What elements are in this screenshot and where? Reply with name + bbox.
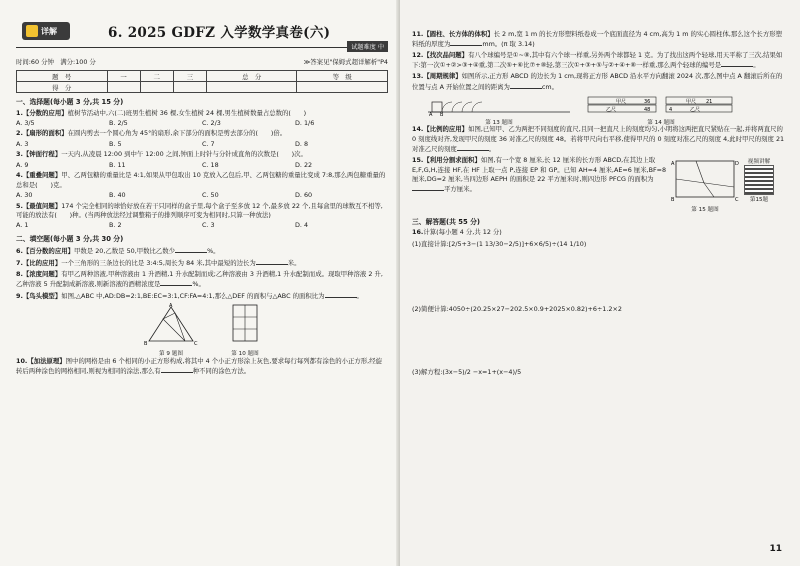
option[interactable]: D. 8 xyxy=(295,139,309,148)
ruler-mark: 4 xyxy=(669,106,673,113)
option[interactable]: C. 3 xyxy=(202,221,215,230)
question-text: 有甲乙两种溶液,甲种溶液由 1 升酒精,1 升水配制而成;乙种溶液由 3 升酒精,1 升水配制而成。现取甲种溶液 2 升,乙种溶液 5 升配制成新溶液,则新溶液的酒精浓度是 xyxy=(16,269,383,289)
question-4 xyxy=(16,171,388,190)
work-space[interactable] xyxy=(412,249,786,303)
badge-icon xyxy=(26,25,38,37)
question-number: 1. xyxy=(16,108,23,117)
question-tail: 平方厘米。 xyxy=(444,185,476,194)
difficulty-label: 试题难度 xyxy=(351,44,376,51)
answer-blank[interactable] xyxy=(160,279,192,286)
work-space[interactable] xyxy=(412,314,786,366)
answer-reference: ≫答案见"保姆式超详解析"P4 xyxy=(303,58,388,66)
question-number: 9. xyxy=(16,291,23,300)
question-8 xyxy=(16,270,388,290)
question-number: 13. xyxy=(412,72,424,81)
ruler-mark: 21 xyxy=(706,98,713,105)
question-9 xyxy=(16,291,388,301)
ruler-mark: 48 xyxy=(644,106,651,113)
page-number: 11 xyxy=(769,544,782,554)
question-tail: 。 xyxy=(356,291,363,300)
question-text: 甲、乙两包糖的重量比是 4:1,如果从甲包取出 10 克放入乙包后,甲、乙两包糖的重量比变成 7:8,那么两包糖重量的总和是( )克。 xyxy=(16,171,386,189)
table-cell: 一 xyxy=(107,71,140,82)
triangle-figure xyxy=(141,303,201,347)
difficulty-level: 中 xyxy=(377,44,384,51)
option[interactable]: D. 60 xyxy=(295,191,313,200)
question-number: 7. xyxy=(16,258,23,267)
exam-info xyxy=(16,57,388,67)
options-3 xyxy=(16,160,388,170)
table-cell: 题 号 xyxy=(17,71,108,82)
question-tag: 【加法原理】 xyxy=(27,356,66,365)
answer-blank[interactable] xyxy=(457,144,489,151)
question-number: 4. xyxy=(16,171,23,180)
option[interactable]: A. 1 xyxy=(16,221,29,230)
answer-blank[interactable] xyxy=(510,82,542,89)
rolling-square-figure xyxy=(424,94,574,116)
svg-text:C: C xyxy=(194,341,198,348)
time-score: 时间:60 分钟 满分:100 分 xyxy=(16,58,96,66)
page-header xyxy=(16,14,388,56)
svg-text:B: B xyxy=(144,341,148,348)
figure-caption: 第 14 题图 xyxy=(647,119,675,126)
question-number: 10. xyxy=(16,356,28,365)
question-number: 8. xyxy=(16,269,23,278)
calc-2: (2)简便计算:4050÷(20.25×27−202.5×0.9+2025×0.82)+6÷1.2×2 xyxy=(412,304,622,313)
option[interactable]: D. 4 xyxy=(295,221,309,230)
detail-badge xyxy=(22,22,70,40)
figures-9-10 xyxy=(16,303,388,358)
section-title: 三、解答题(共 55 分) xyxy=(412,217,480,226)
right-page xyxy=(400,0,800,566)
answer-blank[interactable] xyxy=(450,39,482,46)
table-cell: 总 分 xyxy=(206,71,297,82)
option[interactable]: B. 2/5 xyxy=(109,118,128,127)
question-number: 2. xyxy=(16,129,23,138)
ruler-jia-label: 甲尺 xyxy=(616,98,627,105)
table-cell[interactable] xyxy=(297,82,388,93)
svg-text:A: A xyxy=(671,160,675,167)
figure-caption: 第 15 题图 xyxy=(691,206,719,213)
question-1 xyxy=(16,109,388,118)
option[interactable]: D. 1/6 xyxy=(295,118,315,127)
option[interactable]: C. 18 xyxy=(202,160,219,169)
qr-block[interactable] xyxy=(744,157,774,203)
figure-15 xyxy=(670,157,740,213)
question-text: 图中的网格是由 6 个相同的小正方形构成,将其中 4 个小正方形涂上灰色,要求每行每列都有涂色的小正方形,经旋转后两种涂色的网格相同,则视为相同的涂法,那么有 xyxy=(16,356,382,376)
svg-text:D: D xyxy=(735,160,739,167)
grid-figure xyxy=(227,303,263,347)
section-title: 一、选择题(每小题 3 分,共 15 分) xyxy=(16,98,124,106)
table-cell: 二 xyxy=(140,71,173,82)
question-text: 一个三角形的三条边长的比是 3:4:5,周长为 84 米,其中最短的边长为 xyxy=(61,258,256,267)
question-text: 甲数是 20,乙数是 50,甲数比乙数少 xyxy=(74,246,176,255)
table-cell[interactable] xyxy=(173,82,206,93)
option[interactable]: A. 9 xyxy=(16,160,29,169)
question-number: 15. xyxy=(412,156,424,165)
question-tail: %。 xyxy=(207,246,220,255)
exam-title: 6. 2025 GDFZ 入学数学真卷(六) xyxy=(108,25,331,41)
question-tail: %。 xyxy=(192,280,205,289)
question-6 xyxy=(16,246,388,256)
question-tag: 【利用分割求面积】 xyxy=(423,156,481,165)
ruler-yi-label: 乙尺 xyxy=(690,106,701,113)
calc-3: (3)解方程:(3x−5)/2 −x=1+(x−4)/5 xyxy=(412,368,522,377)
question-15-aside xyxy=(670,155,786,213)
rectangle-figure xyxy=(670,157,740,203)
option[interactable]: B. 40 xyxy=(109,191,126,200)
option[interactable]: D. 22 xyxy=(295,160,313,169)
question-tail: 种不同的涂色方法。 xyxy=(192,367,251,376)
question-tag: 【扇形的面积】 xyxy=(22,129,68,138)
difficulty-badge xyxy=(347,41,388,52)
question-tail: 。 xyxy=(488,145,496,154)
option[interactable]: B. 5 xyxy=(109,139,122,148)
answer-blank[interactable] xyxy=(161,366,193,373)
figure-caption: 第 9 题图 xyxy=(159,351,183,358)
figure-9 xyxy=(141,303,201,358)
question-number: 14. xyxy=(412,125,424,134)
question-13 xyxy=(412,72,786,92)
question-number: 11. xyxy=(412,29,424,38)
question-tail: mm。(π 取 3.14) xyxy=(482,39,535,48)
question-tag: 【比例的应用】 xyxy=(423,125,469,134)
figure-caption: 第 13 题图 xyxy=(485,119,513,126)
question-text: 如图,△ABC 中,AD:DB=2:1,BE:EC=3:1,CF:FA=4:1,那么△DEF 的面积与△ABC 的面积比为 xyxy=(61,291,325,300)
options-5 xyxy=(16,220,388,230)
question-number: 16. xyxy=(412,228,424,237)
question-text: 在圆内剪去一个圆心角为 45°的扇形,余下部分的面积是剪去部分的( )倍。 xyxy=(67,129,287,138)
question-text: 174 个完全相同的球恰好放在若干只同样的盒子里,每个盒子至多放 12 个,最多放 22 个,且每盒里的球数互不相等,可能的放法有( )种。(当两种放法经过调整箱子的排列顺序可变为相同时,只算一种放法) xyxy=(16,201,383,219)
table-row xyxy=(17,82,388,93)
question-2 xyxy=(16,129,388,138)
question-text: 计算(每小题 4 分,共 12 分) xyxy=(423,228,502,237)
figures-13-14 xyxy=(424,94,786,124)
question-16 xyxy=(412,228,786,237)
option[interactable]: B. 2 xyxy=(109,221,122,230)
options-2 xyxy=(16,139,388,149)
ruler-figure xyxy=(586,94,736,116)
option[interactable]: B. 11 xyxy=(109,160,126,169)
header-rule xyxy=(16,47,388,48)
question-tag: 【圆柱、长方体的体积】 xyxy=(423,29,494,38)
question-tag: 【钟面行程】 xyxy=(22,150,62,159)
qr-sub-label: 第15题 xyxy=(749,196,769,203)
question-10 xyxy=(16,357,388,377)
question-number: 5. xyxy=(16,201,23,210)
option[interactable]: A. 3/5 xyxy=(16,118,35,127)
question-tag: 【周期规律】 xyxy=(423,72,462,81)
calc-1: (1)直接计算:[2/5+3−(1 13/30−2/5)]+6×6/5)÷(14 1/10) xyxy=(412,239,587,248)
option[interactable]: A. 3 xyxy=(16,139,29,148)
question-text: 长 2 m,宽 1 m 的长方形塑料纸卷成一个底面直径为 4 cm,高为 1 m 的实心圆柱体,那么这个长方形塑料纸的厚度为 xyxy=(412,29,782,48)
figure-caption: 第 10 题图 xyxy=(231,351,259,358)
question-tag: 【最值问题】 xyxy=(22,201,62,210)
question-15-row xyxy=(412,155,786,213)
qr-label: 视频讲解 xyxy=(747,158,771,165)
svg-text:B: B xyxy=(671,196,675,203)
question-15 xyxy=(412,156,670,213)
question-5 xyxy=(16,202,388,221)
question-11 xyxy=(412,30,786,50)
option[interactable]: C. 50 xyxy=(202,191,219,200)
table-cell: 等 级 xyxy=(297,71,388,82)
svg-text:C: C xyxy=(735,196,739,203)
question-tail: cm。 xyxy=(541,82,559,91)
question-number: 12. xyxy=(412,50,424,59)
score-table xyxy=(16,70,388,93)
question-tail: 米。 xyxy=(287,258,301,267)
figure-14 xyxy=(586,94,736,124)
question-number: 6. xyxy=(16,246,23,255)
question-number: 3. xyxy=(16,150,23,159)
ruler-mark: 36 xyxy=(644,98,651,105)
table-cell[interactable] xyxy=(206,82,297,93)
answer-blank[interactable] xyxy=(412,184,444,191)
question-text: 如图所示,正方形 ABCD 的边长为 1 cm,现将正方形 ABCD 沿水平方向翻滚 2024 次,那么图中点 A 翻滚后所在的位置与点 A 开始位置之间的距离为 xyxy=(412,72,783,91)
answer-blank[interactable] xyxy=(175,246,207,253)
question-12 xyxy=(412,51,786,71)
question-tail: 。 xyxy=(753,61,760,70)
question-tag: 【分数的应用】 xyxy=(22,108,68,117)
question-tag: 【百分数的应用】 xyxy=(22,246,74,255)
question-3 xyxy=(16,150,388,159)
question-tag: 【比的应用】 xyxy=(22,258,62,267)
ruler-yi-label: 乙尺 xyxy=(606,106,617,113)
options-4 xyxy=(16,190,388,200)
svg-text:A: A xyxy=(169,303,173,310)
question-text: 有八个球编号是①~⑧,其中有六个球一样重,另外两个球都轻 1 克。为了找出这两个轻球,用天平称了三次,结果如下:第一次①+②>③+④重,第二次⑤+⑥比⑦+⑧轻,第三次①+③+⑤与②+④+⑧一样重,那么两个轻球的编号是 xyxy=(412,50,783,70)
table-cell: 三 xyxy=(173,71,206,82)
question-14 xyxy=(412,125,786,154)
section-title: 二、填空题(每小题 3 分,共 30 分) xyxy=(16,235,124,244)
question-text: 植树节活动中,六(二)班男生植树 36 棵,女生植树 24 棵,男生植树数量占总数的( ) xyxy=(67,108,307,117)
options-1 xyxy=(16,118,388,128)
option[interactable]: C. 2/3 xyxy=(202,118,221,127)
option[interactable]: A. 30 xyxy=(16,191,33,200)
answer-blank[interactable] xyxy=(256,258,288,265)
option[interactable]: C. 7 xyxy=(202,139,215,148)
question-tag: 【找次品问题】 xyxy=(423,50,469,59)
svg-text:A: A xyxy=(429,111,433,116)
ruler-jia-label: 甲尺 xyxy=(686,98,697,105)
question-tag: 【鸟头模型】 xyxy=(22,291,62,300)
answer-blank[interactable] xyxy=(721,60,753,67)
question-tag: 【重叠问题】 xyxy=(22,171,62,180)
table-cell[interactable] xyxy=(107,82,140,93)
svg-text:B: B xyxy=(440,111,444,116)
qr-code-icon[interactable] xyxy=(744,165,774,195)
answer-blank[interactable] xyxy=(325,291,357,298)
table-cell: 得 分 xyxy=(17,82,108,93)
table-row xyxy=(17,71,388,82)
table-cell[interactable] xyxy=(140,82,173,93)
badge-label: 详解 xyxy=(41,26,57,36)
question-text: 如图,已知甲、乙为两把不同刻度的直尺,且同一把直尺上的刻度均匀,小明将这两把直尺紧贴在一起,并将两直尺的 0 刻度线对齐,发现甲尺的刻度 36 对准乙尺的刻度 48。若将甲尺向右平移,使得甲尺的 0 刻度对准乙尺的刻度 4,此时甲尺的刻度 21 对准乙尺的刻度 xyxy=(412,125,785,154)
question-7 xyxy=(16,258,388,268)
figure-13 xyxy=(424,94,574,124)
question-text: 一天内,从凌晨 12:00 到中午 12:00 之间,钟面上时针与分针成直角的次数是( )次。 xyxy=(61,150,307,159)
figure-10 xyxy=(227,303,263,358)
question-tag: 【浓度问题】 xyxy=(22,269,62,278)
question-text: 如图,有一个宽 8 厘米,长 12 厘米的长方形 ABCD,在其边上取 E,F,G,H,连接 HF,在 HF 上取一点 P,连接 EP 和 GP。已知 AH=4 厘米,AE=6 厘米,BF=8 厘米,DG=2 厘米,当四边形 AEPH 的面积是 22 平方厘米时,则四边形 PFCG 的面积为 xyxy=(412,156,667,183)
